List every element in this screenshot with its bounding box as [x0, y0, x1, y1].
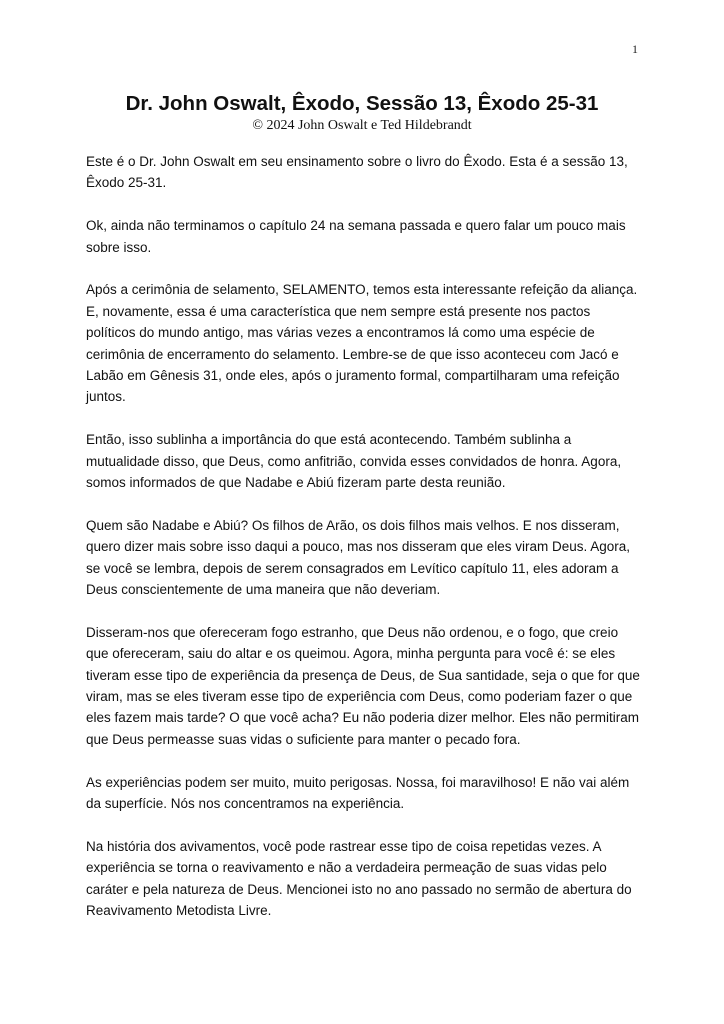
paragraph: Este é o Dr. John Oswalt em seu ensinamento sobre o livro do Êxodo. Esta é a sessão 13, Êxodo 25-31.: [86, 154, 628, 191]
paragraph: Na história dos avivamentos, você pode rastrear esse tipo de coisa repetidas vezes. A experiência se torna o reavivamento e não a verdadeira permeação de suas vidas pelo caráter e pela natureza de Deus. Mencionei isto no ano passado no sermão de abertura do Reavivamento Metodista Livre.: [86, 838, 632, 919]
document-body: [86, 151, 642, 943]
paragraph: Após a cerimônia de selamento, SELAMENTO, temos esta interessante refeição da aliança. E, novamente, essa é uma característica que nem sempre está presente nos pactos políticos do mundo antigo, mas várias vezes a encontramos lá como uma espécie de cerimônia de encerramento do selamento. Lembre-se de que isso aconteceu com Jacó e Labão em Gênesis 31, onde eles, após o juramento formal, compartilharam uma refeição juntos.: [86, 282, 638, 405]
paragraph: Então, isso sublinha a importância do que está acontecendo. Também sublinha a mutualidade disso, que Deus, como anfitrião, convida esses convidados de honra. Agora, somos informados de que Nadabe e Abiú fizeram parte desta reunião.: [86, 432, 622, 491]
copyright-line: © 2024 John Oswalt e Ted Hildebrandt: [252, 118, 472, 133]
paragraph: Ok, ainda não terminamos o capítulo 24 na semana passada e quero falar um pouco mais sobre isso.: [86, 218, 626, 255]
document-header: [0, 91, 724, 135]
document-title: Dr. John Oswalt, Êxodo, Sessão 13, Êxodo 25-31: [125, 92, 599, 115]
paragraph: As experiências podem ser muito, muito perigosas. Nossa, foi maravilhoso! E não vai além da superfície. Nós nos concentramos na experiência.: [86, 774, 630, 812]
paragraph: Disseram-nos que ofereceram fogo estranho, que Deus não ordenou, e o fogo, que creio que ofereceram, saiu do altar e os queimou. Agora, minha pergunta para você é: se eles tiveram esse tipo de experiência da presença de Deus, de Sua santidade, seja o que for que viram, mas se eles tiveram esse tipo de experiência com Deus, como poderiam fazer o que eles fazem mais tarde? O que você acha? Eu não poderia dizer melhor. Eles não permitiram que Deus permeasse suas vidas o suficiente para manter o pecado fora.: [86, 624, 640, 747]
page-number: 1: [632, 42, 638, 56]
paragraph: Quem são Nadabe e Abiú? Os filhos de Arão, os dois filhos mais velhos. E nos disseram, quero dizer mais sobre isso daqui a pouco, mas nos disseram que eles viram Deus. Agora, se você se lembra, depois de serem consagrados em Levítico capítulo 11, eles adoram a Deus conscientemente de uma maneira que não deveriam.: [86, 517, 631, 598]
